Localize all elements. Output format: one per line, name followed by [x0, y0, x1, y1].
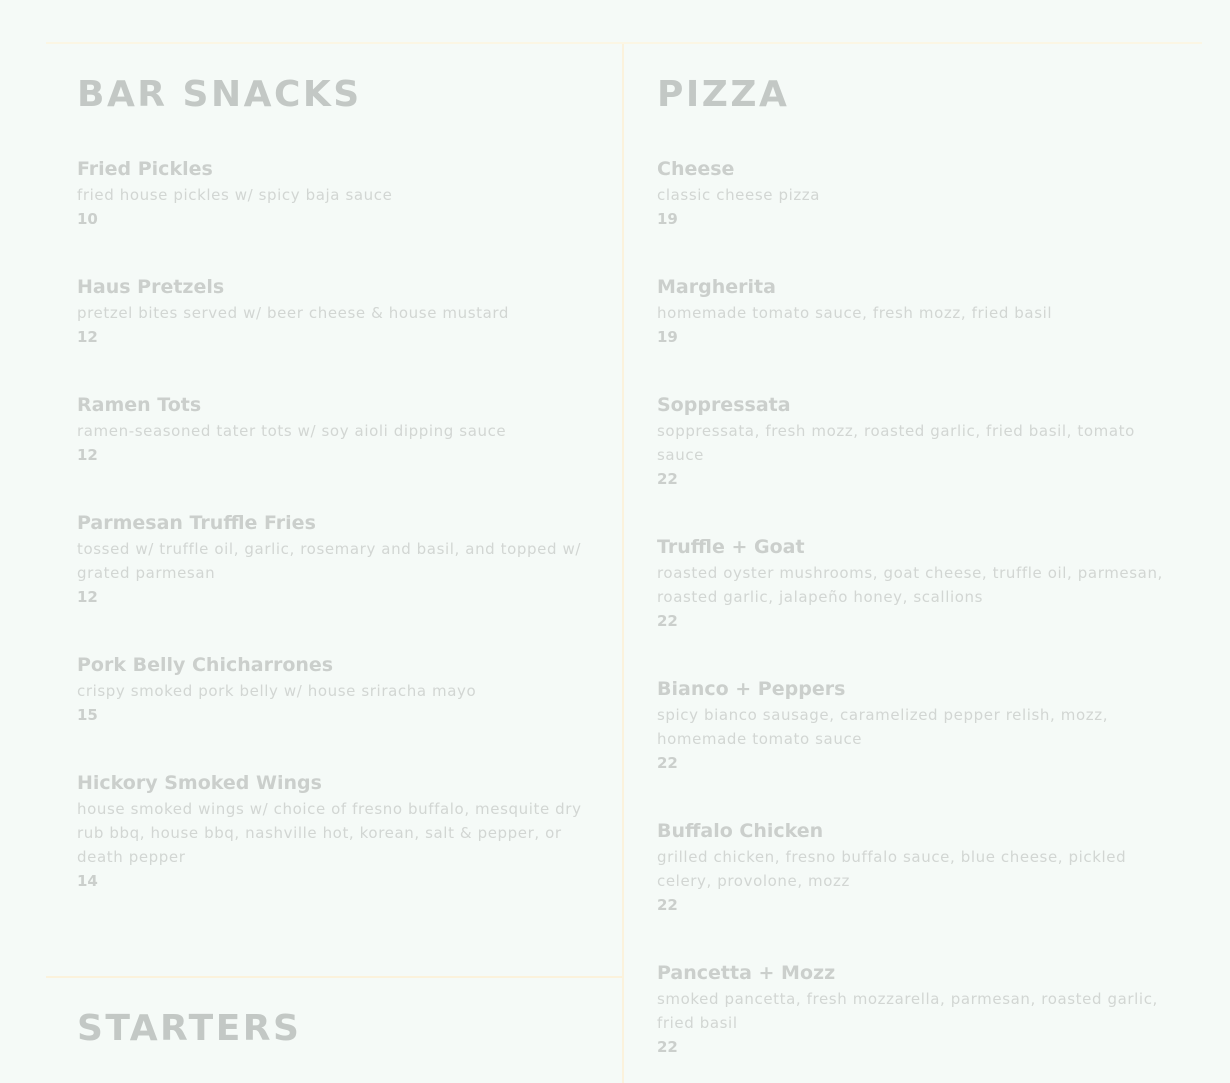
menu-item-description: pretzel bites served w/ beer cheese & house mustard	[77, 304, 510, 322]
menu-item-price: 14	[77, 872, 98, 890]
menu-item-description: crispy smoked pork belly w/ house sriracha mayo	[77, 682, 477, 700]
menu-item-name: Buffalo Chicken	[657, 820, 824, 842]
column-divider	[622, 44, 624, 1083]
menu-item	[657, 961, 1177, 1059]
menu-item-price: 22	[657, 470, 678, 488]
menu-item-price: 22	[657, 1038, 678, 1056]
menu-item-name: Fried Pickles	[77, 158, 213, 180]
menu-item-description: grilled chicken, fresno buffalo sauce, blue cheese, pickled celery, provolone, mozz	[657, 848, 1127, 890]
menu-item-name: Pork Belly Chicharrones	[77, 654, 334, 676]
section-divider	[46, 976, 622, 978]
menu-item-description: soppressata, fresh mozz, roasted garlic, fried basil, tomato sauce	[657, 422, 1135, 464]
menu-item-name: Cheese	[657, 158, 735, 180]
menu-item	[657, 393, 1177, 491]
menu-item-description: classic cheese pizza	[657, 186, 821, 204]
menu-item-price: 19	[657, 328, 678, 346]
section-title-starters: STARTERS	[77, 1008, 302, 1049]
menu-item-name: Ramen Tots	[77, 394, 202, 416]
menu-item-name: Haus Pretzels	[77, 276, 225, 298]
menu-item-description: tossed w/ truffle oil, garlic, rosemary and basil, and topped w/ grated parmesan	[77, 540, 582, 582]
menu-item-name: Soppressata	[657, 394, 791, 416]
menu-item-price: 10	[77, 210, 98, 228]
menu-item-description: roasted oyster mushrooms, goat cheese, truffle oil, parmesan, roasted garlic, jalapeño honey, scallions	[657, 564, 1163, 606]
menu-item	[77, 653, 607, 727]
menu-item	[657, 535, 1177, 633]
menu-item	[657, 275, 1177, 349]
menu-item	[77, 771, 607, 893]
section-title-pizza: PIZZA	[657, 74, 790, 115]
menu-item	[77, 511, 607, 609]
menu-item	[657, 157, 1177, 231]
menu-item-description: fried house pickles w/ spicy baja sauce	[77, 186, 393, 204]
menu-item-price: 12	[77, 328, 98, 346]
menu-item-name: Parmesan Truffle Fries	[77, 512, 316, 534]
menu-item	[77, 157, 607, 231]
menu-item-name: Bianco + Peppers	[657, 678, 846, 700]
menu-item-description: ramen-seasoned tater tots w/ soy aioli dipping sauce	[77, 422, 507, 440]
menu-item-price: 15	[77, 706, 98, 724]
menu-item-price: 19	[657, 210, 678, 228]
menu-item-name: Hickory Smoked Wings	[77, 772, 322, 794]
menu-item	[657, 677, 1177, 775]
menu-item-description: smoked pancetta, fresh mozzarella, parmesan, roasted garlic, fried basil	[657, 990, 1158, 1032]
menu-item-name: Pancetta + Mozz	[657, 962, 836, 984]
menu-item-description: house smoked wings w/ choice of fresno buffalo, mesquite dry rub bbq, house bbq, nashville hot, korean, salt & pepper, or death pepper	[77, 800, 582, 866]
menu-item-price: 22	[657, 754, 678, 772]
menu-item-price: 12	[77, 588, 98, 606]
section-title-bar-snacks: BAR SNACKS	[77, 74, 362, 115]
menu-item-name: Truffle + Goat	[657, 536, 805, 558]
menu-item-price: 12	[77, 446, 98, 464]
menu-item-description: spicy bianco sausage, caramelized pepper relish, mozz, homemade tomato sauce	[657, 706, 1109, 748]
menu-item	[77, 393, 607, 467]
menu-item	[77, 275, 607, 349]
menu-item-price: 22	[657, 612, 678, 630]
top-divider	[46, 42, 1202, 44]
menu-item	[657, 819, 1177, 917]
menu-item-description: homemade tomato sauce, fresh mozz, fried basil	[657, 304, 1053, 322]
menu-item-price: 22	[657, 896, 678, 914]
menu-item-name: Margherita	[657, 276, 776, 298]
